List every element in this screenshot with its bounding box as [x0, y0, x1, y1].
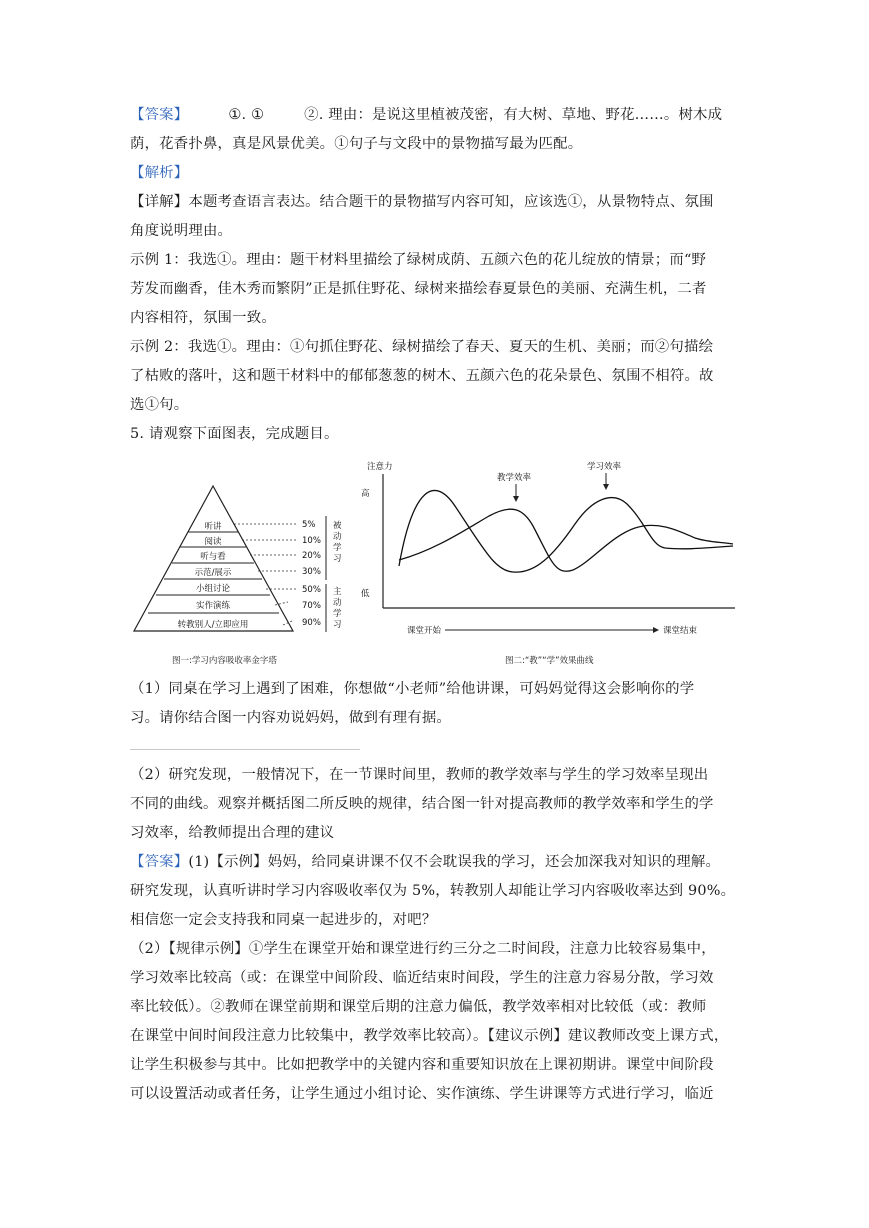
active-label: 主动学习	[333, 587, 342, 630]
q5-stem: 5. 请观察下面图表，完成题目。	[130, 426, 339, 442]
analysis-tag: 【解析】	[130, 165, 189, 181]
ans1-line-1: 【答案】(1)【示例】妈妈，给同桌讲课不仅不会耽误我的学习，还会加深我对知识的理解。	[130, 854, 721, 870]
ans1-line-2: 研究发现，认真听讲时学习内容吸收率仅为 5%，转教别人却能让学习内容吸收率达到 90%。	[130, 883, 736, 899]
detail-line-1: 【详解】本题考查语言表达。结合题干的景物描写内容可知，应该选①，从景物特点、氛围	[130, 194, 714, 210]
rate-3: 30%	[302, 567, 321, 577]
figure-2-caption: 图二:“教”“学”效果曲线	[505, 656, 594, 666]
q4-answer-line-1	[130, 101, 742, 130]
example2-line-1: 示例 2：我选①。理由：①句抓住野花、绿树描绘了春天、夏天的生机、美丽；而②句描绘	[130, 339, 714, 355]
level-6: 转教别人/立即应用	[177, 620, 249, 630]
pyramid-levels	[148, 521, 279, 630]
q4-answer-line-2: 荫，花香扑鼻，真是风景优美。①句子与文段中的景物描写最为匹配。	[130, 136, 583, 152]
figure-1	[130, 482, 355, 672]
answer-tag: 【答案】	[130, 107, 189, 123]
rate-2: 20%	[302, 551, 321, 561]
ans2-line-4: 在课堂中间时间段注意力比较集中，教学效率比较高）。【建议示例】建议教师改变上课方式，	[130, 1028, 729, 1044]
ans2-line-2: 学习效率比较高（或：在课堂中间阶段、临近结束时间段，学生的注意力容易分散，学习效	[130, 970, 714, 986]
rate-5: 70%	[302, 601, 321, 611]
y-axis-title: 注意力	[367, 462, 393, 472]
sub2-line-1: （2）研究发现，一般情况下，在一节课时间里，教师的教学效率与学生的学习效率呈现出	[130, 767, 709, 783]
example2-line-2: 了枯败的落叶，这和题干材料中的郁郁葱葱的树木、五颜六色的花朵景色、氛围不相符。故	[130, 368, 714, 384]
sub1-line-1: （1）同桌在学习上遇到了困难，你想做“小老师”给他讲课，可妈妈觉得这会影响你的学	[130, 681, 695, 697]
answer-reason: ②. 理由：是说这里植被茂密，有大树、草地、野花……。树木成	[304, 107, 723, 123]
level-1: 阅读	[204, 537, 222, 547]
answer-choice: ①. ①	[228, 107, 265, 123]
sub1-line-2: 习。请你结合图一内容劝说妈妈，做到有理有据。	[130, 710, 451, 726]
answer-tag: 【答案】	[130, 854, 189, 870]
y-low-label: 低	[361, 589, 370, 599]
learning-efficiency-curve	[399, 490, 733, 572]
ans2-line-6: 可以设置活动或者任务，让学生通过小组讨论、实作演练、学生讲课等方式进行学习，临近	[130, 1086, 714, 1102]
level-3: 示范/展示	[194, 568, 232, 578]
teaching-efficiency-curve	[399, 509, 733, 571]
q4-answer-block	[130, 101, 742, 449]
time-arrowhead	[653, 627, 659, 633]
y-high-label: 高	[361, 489, 370, 499]
example2-line-3: 选①句。	[130, 397, 189, 413]
sub2-line-2: 不同的曲线。观察并概括图二所反映的规律，结合图一针对提高教师的教学效率和学生的学	[130, 796, 714, 812]
level-2: 听与看	[200, 552, 226, 562]
x-start-label: 课堂开始	[407, 626, 442, 636]
learning-arrowhead	[603, 484, 609, 490]
rate-labels	[302, 520, 321, 628]
learning-pyramid	[130, 482, 355, 672]
example1-line-2: 芳发而幽香，佳木秀而繁阴”正是抓住野花、绿树来描绘春夏景色的美丽、充满生机，二者	[130, 281, 707, 297]
figure-2	[355, 456, 740, 670]
level-0: 听讲	[204, 522, 222, 532]
figure-1-caption: 图一:学习内容吸收率金字塔	[172, 656, 277, 666]
teaching-arrowhead	[513, 496, 519, 502]
level-5: 实作演练	[195, 601, 231, 611]
rate-1: 10%	[302, 536, 321, 546]
level-4: 小组讨论	[195, 584, 231, 594]
passive-label: 被动学习	[333, 521, 342, 564]
ans2-line-5: 让学生积极参与其中。比如把教学中的关键内容和重要知识放在上课初期讲。课堂中间阶段	[130, 1057, 714, 1073]
rate-leaders	[234, 524, 298, 625]
rate-4: 50%	[302, 585, 321, 595]
detail-line-2: 角度说明理由。	[130, 223, 233, 239]
q5-sub1	[130, 675, 742, 733]
sub2-line-3: 习效率，给教师提出合理的建议	[130, 825, 335, 841]
learning-label: 学习效率	[587, 462, 622, 472]
ans2-line-3: 率比较低）。②教师在课堂前期和课堂后期的注意力偏低，教学效率相对比较低（或：教师	[130, 999, 707, 1015]
efficiency-curve-chart	[355, 456, 740, 670]
example1-line-3: 内容相符，氛围一致。	[130, 310, 276, 326]
answer-blank-line	[130, 749, 360, 750]
ans1-line-3: 相信您一定会支持我和同桌一起进步的，对吧？	[130, 912, 437, 928]
rate-0: 5%	[302, 520, 316, 530]
rate-6: 90%	[302, 618, 321, 628]
x-end-label: 课堂结束	[663, 626, 698, 636]
example1-line-1: 示例 1：我选①。理由：题干材料里描绘了绿树成荫、五颜六色的花儿绽放的情景；而“野	[130, 252, 707, 268]
ans2-line-1: （2）【规律示例】①学生在课堂开始和课堂进行约三分之二时间段，注意力比较容易集中，	[130, 941, 716, 957]
q5-sub2-and-answer	[130, 761, 742, 1109]
teaching-label: 教学效率	[497, 473, 532, 483]
